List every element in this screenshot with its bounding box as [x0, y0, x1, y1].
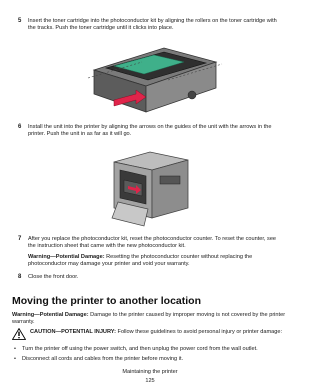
warning-text: Damage to the printer caused by improper moving is not covered by the printer warranty.	[12, 312, 286, 326]
warning-text: Resetting the photoconductor counter without replacing the photoconductor may damage your printer and void your warranty.	[28, 254, 253, 268]
step-text: After you replace the photoconductor kit, reset the photoconductor counter. To reset the counter, see the instruction sheet that came with the new photoconductor kit.	[28, 236, 277, 250]
step-number: 5	[18, 18, 22, 24]
section-heading: Moving the printer to another location	[12, 295, 201, 307]
step-number: 8	[18, 274, 22, 280]
page-number: 125	[145, 378, 155, 384]
bullet-item	[12, 346, 288, 353]
footer-title: Maintaining the printer	[122, 369, 178, 375]
warning-note	[28, 254, 284, 268]
caution-text: Follow these guidelines to avoid personal injury or printer damage:	[115, 329, 283, 335]
bullet-item	[12, 356, 288, 363]
step-text: Install the unit into the printer by aligning the arrows on the guides of the unit with the arrows in the printer. Push the unit in as far as it will go.	[28, 124, 272, 138]
caution-block	[12, 328, 288, 340]
caution-warning-icon	[12, 328, 26, 340]
bullet-dot: •	[14, 356, 16, 362]
step-6	[18, 124, 284, 138]
step-text: Close the front door.	[28, 274, 79, 280]
warning-label: Warning—Potential Damage:	[28, 254, 105, 260]
section-warning	[12, 312, 288, 326]
toner-cartridge-illustration	[84, 40, 224, 120]
bullet-text: Turn the printer off using the power switch, and then unplug the power cord from the wall outlet.	[22, 346, 258, 352]
caution-label: CAUTION—POTENTIAL INJURY:	[30, 329, 116, 335]
caution-text-block	[30, 329, 288, 336]
step-7	[18, 236, 284, 250]
bullet-text: Disconnect all cords and cables from the printer before moving it.	[22, 356, 184, 362]
step-text: Insert the toner cartridge into the photoconductor kit by aligning the rollers on the toner cartridge with the tracks. Push the toner cartridge until it clicks into place.	[28, 18, 277, 32]
step-number: 7	[18, 236, 22, 242]
step-8	[18, 274, 284, 281]
step-5	[18, 18, 284, 32]
step-number: 6	[18, 124, 22, 130]
printer-install-illustration	[106, 148, 196, 230]
bullet-dot: •	[14, 346, 16, 352]
warning-label: Warning—Potential Damage:	[12, 312, 89, 318]
